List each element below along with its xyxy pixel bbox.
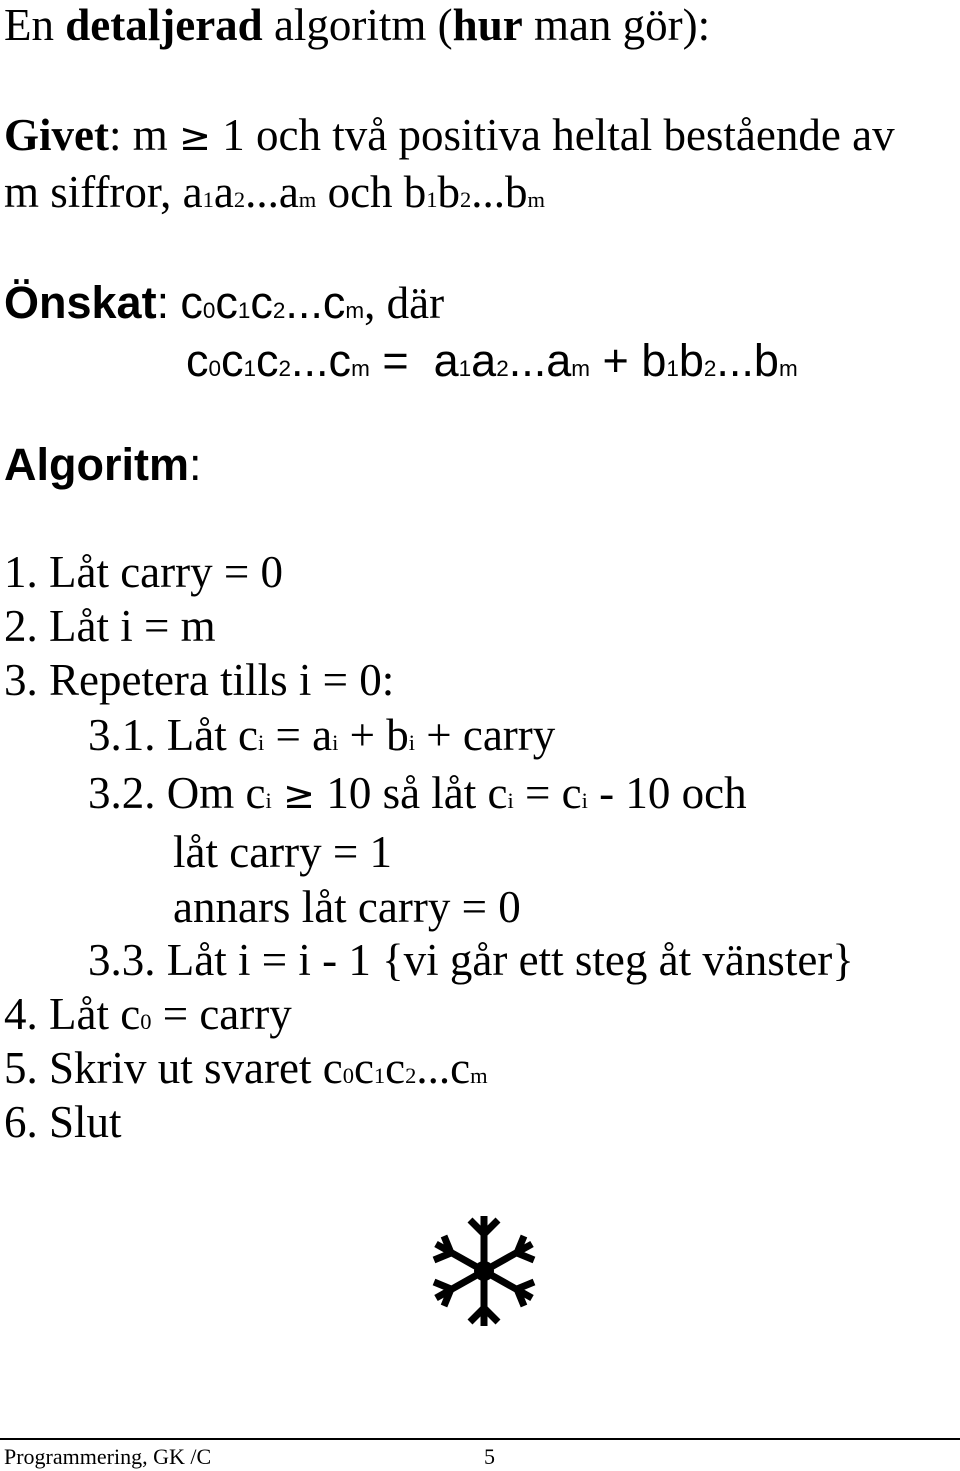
onskat-label: Önskat — [4, 277, 157, 328]
step-4: 4. Låt c0 = carry — [4, 989, 292, 1039]
step-1: 1. Låt carry = 0 — [4, 547, 284, 597]
step-3-2-else: annars låt carry = 0 — [173, 882, 521, 932]
step-3-3: 3.3. Låt i = i - 1 {vi går ett steg åt vänster} — [88, 935, 854, 985]
heading-bold-hur: hur — [452, 0, 523, 50]
onskat-digits: c0c1c2...cm — [180, 277, 365, 328]
onskat-line: Önskat: c0c1c2...cm, där — [4, 277, 445, 328]
page-heading: En detaljerad algoritm (hur man gör): — [4, 0, 711, 50]
algoritm-heading: Algoritm: — [4, 439, 202, 490]
step-3-1: 3.1. Låt ci = ai + bi + carry — [88, 710, 556, 760]
givet-line-1: Givet: m ≥ 1 och två positiva heltal bestående av — [4, 110, 895, 160]
page-number: 5 — [484, 1444, 495, 1469]
heading-bold-detaljerad: detaljerad — [65, 0, 263, 50]
snowflake-icon — [430, 1212, 538, 1330]
givet-label: Givet — [4, 110, 109, 160]
geq-symbol: ≥ — [178, 115, 212, 160]
givet-line-2: m siffror, a1a2...am och b1b2...bm — [4, 167, 546, 217]
step-6: 6. Slut — [4, 1097, 122, 1147]
page-footer — [0, 1438, 960, 1471]
step-5: 5. Skriv ut svaret c0c1c2...cm — [4, 1043, 488, 1093]
onskat-equation: c0c1c2...cm = a1a2...am + b1b2...bm — [186, 335, 798, 386]
step-2: 2. Låt i = m — [4, 601, 216, 651]
step-3: 3. Repetera tills i = 0: — [4, 655, 395, 705]
step-3-2: 3.2. Om ci ≥ 10 så låt ci = ci - 10 och — [88, 768, 747, 818]
footer-course: Programmering, GK /C — [4, 1444, 212, 1469]
geq-symbol: ≥ — [283, 773, 316, 818]
step-3-2-then: låt carry = 1 — [173, 827, 393, 877]
